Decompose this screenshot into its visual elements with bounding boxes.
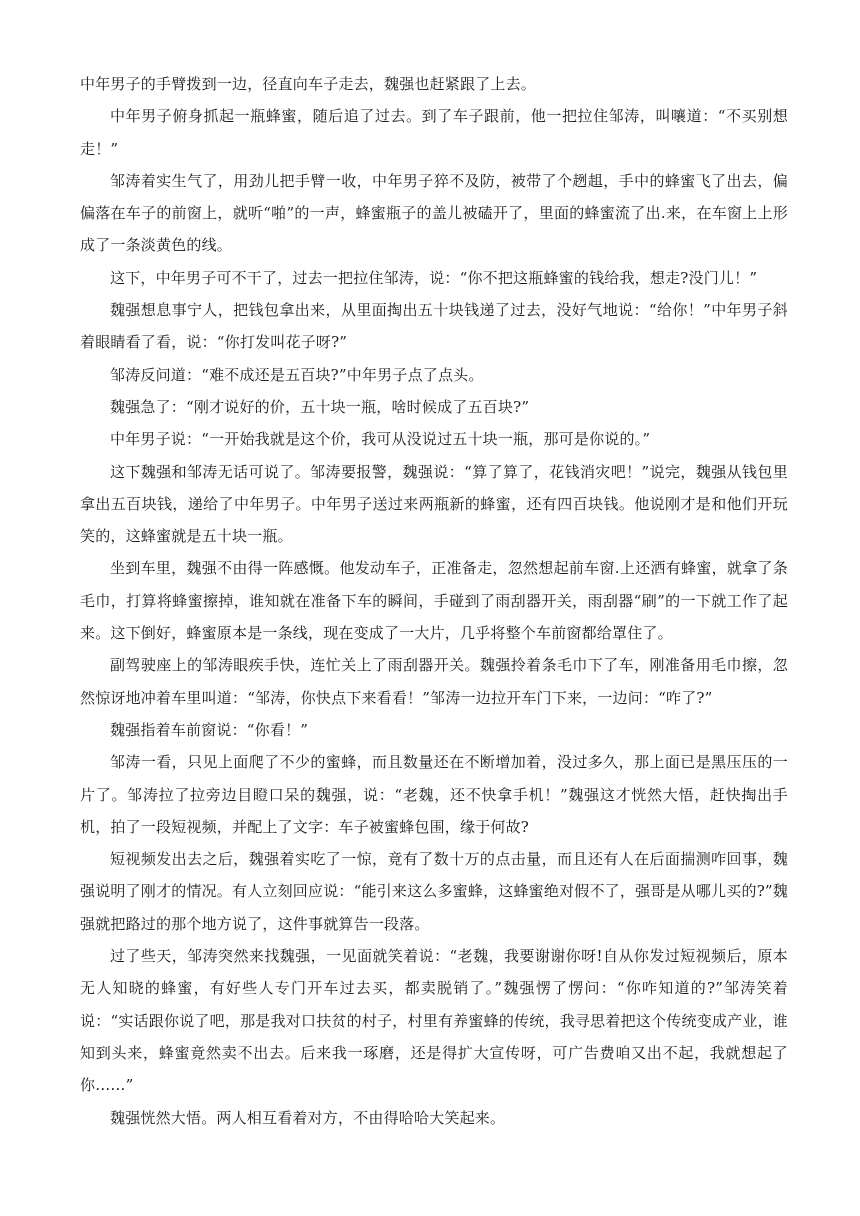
paragraph: 过了些天，邹涛突然来找魏强，一见面就笑着说：“老魏，我要谢谢你呀!自从你发过短视频后，原本无人知晓的蜂蜜，有好些人专门开车过去买，都卖脱销了。”魏强愣了愣问：“你咋知道的?”邹涛笑着说：“实话跟你说了吧，那是我对口扶贫的村子，村里有养蜜蜂的传统，我寻思着把这个传统变成产业，谁知到头来，蜂蜜竟然卖不出去。后来我一琢磨，还是得扩大宣传呀，可广告费咱又出不起，我就想起了你……” [80,947,788,1095]
paragraph: 邹涛反问道：“难不成还是五百块?”中年男子点了点头。 [110,365,484,384]
paragraph: 坐到车里，魏强不由得一阵感慨。他发动车子，正准备走，忽然想起前车窗.上还洒有蜂蜜，就拿了条毛巾，打算将蜂蜜擦掉，谁知就在准备下车的瞬间，手碰到了雨刮器开关，雨刮器“刷”的一下就工作了起来。这下倒好，蜂蜜原本是一条线，现在变成了一大片，几乎将整个车前窗都给罩住了。 [80,559,788,643]
paragraph: 中年男子的手臂拨到一边，径直向车子走去，魏强也赶紧跟了上去。 [80,75,537,93]
paragraph: 短视频发出去之后，魏强着实吃了一惊，竟有了数十万的点击量，而且还有人在后面揣测咋回事，魏强说明了刚才的情况。有人立刻回应说：“能引来这么多蜜蜂，这蜂蜜绝对假不了，强哥是从哪儿买的?”魏强就把路过的那个地方说了，这件事就算告一段落。 [80,850,788,933]
paragraph: 中年男子俯身抓起一瓶蜂蜜，随后追了过去。到了车子跟前，他一把拉住邹涛，叫嚷道：“不买别想走！” [80,107,788,158]
paragraph: 副驾驶座上的邹涛眼疾手快，连忙关上了雨刮器开关。魏强拎着条毛巾下了车，刚准备用毛巾擦，忽然惊讶地冲着车里叫道：“邹涛，你快点下来看看！”邹涛一边拉开车门下来，一边问：“咋了?” [80,656,788,707]
paragraph: 这下魏强和邹涛无话可说了。邹涛要报警，魏强说：“算了算了，花钱消灾吧！”说完，魏强从钱包里拿出五百块钱，递给了中年男子。中年男子送过来两瓶新的蜂蜜，还有四百块钱。他说刚才是和他们开玩笑的，这蜂蜜就是五十块一瓶。 [80,462,788,546]
paragraph: 邹涛着实生气了，用劲儿把手臂一收，中年男子猝不及防，被带了个趔趄，手中的蜂蜜飞了出去，偏偏落在车子的前窗上，就听“啪”的一声，蜂蜜瓶子的盖儿被磕开了，里面的蜂蜜流了出.来，在车窗上上形成了一条淡黄色的线。 [80,171,788,255]
paragraph: 中年男子说：“一开始我就是这个价，我可从没说过五十块一瓶，那可是你说的。” [110,430,651,449]
paragraph: 这下，中年男子可不干了，过去一把拉住邹涛，说：“你不把这瓶蜂蜜的钱给我，想走?没门儿！” [110,268,758,287]
paragraph: 魏强指着车前窗说：“你看！” [110,720,309,739]
paragraph: 魏强急了：“刚才说好的价，五十块一瓶，啥时候成了五百块?” [110,397,530,416]
paragraph: 魏强想息事宁人，把钱包拿出来，从里面掏出五十块钱递了过去，没好气地说：“给你！”中年男子斜着眼睛看了看，说：“你打发叫花子呀?” [80,301,788,352]
paragraph: 魏强恍然大悟。两人相互看着对方，不由得哈哈大笑起来。 [110,1108,506,1127]
paragraph: 邹涛一看，只见上面爬了不少的蜜蜂，而且数量还在不断增加着，没过多久，那上面已是黑压压的一片了。邹涛拉了拉旁边目瞪口呆的魏强，说：“老魏，还不快拿手机！”魏强这才恍然大悟，赶快掏出手机，拍了一段短视频，并配上了文字：车子被蜜蜂包围，缘于何故? [80,753,788,836]
story-text [80,68,788,1134]
